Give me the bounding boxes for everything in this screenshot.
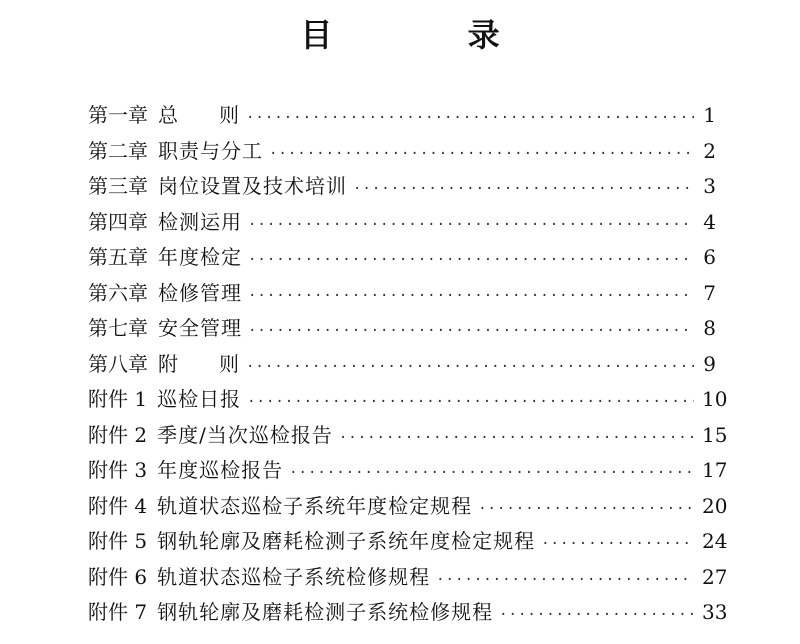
toc-entry[interactable] [88, 98, 716, 134]
toc-entry-page: 6 [703, 245, 716, 269]
toc-entry-title: 季度/当次巡检报告 [157, 422, 333, 447]
toc-leader-dots [248, 279, 694, 315]
toc-entry[interactable] [88, 134, 716, 170]
toc-entry-page: 3 [703, 174, 716, 198]
toc-leader-dots [246, 101, 694, 137]
toc-entry-page: 33 [702, 600, 728, 624]
toc-entry-label: 第八章 [88, 351, 148, 376]
toc-entry[interactable] [88, 382, 728, 418]
toc-entry-title: 轨道状态巡检子系统检修规程 [157, 564, 431, 589]
table-of-contents [88, 98, 728, 631]
toc-entry-label: 第三章 [88, 174, 148, 198]
toc-entry-label: 附件 4 [88, 493, 148, 518]
toc-entry-title: 轨道状态巡检子系统年度检定规程 [157, 493, 473, 518]
toc-entry[interactable] [88, 240, 716, 276]
toc-leader-dots [248, 208, 694, 244]
toc-entry-title: 钢轨轮廓及磨耗检测子系统检修规程 [157, 600, 494, 624]
toc-entry[interactable] [88, 347, 716, 383]
toc-entry-title: 钢轨轮廓及磨耗检测子系统年度检定规程 [157, 529, 536, 553]
toc-entry-page: 9 [703, 351, 716, 376]
toc-entry-title: 职责与分工 [158, 138, 263, 163]
toc-entry[interactable] [88, 453, 728, 489]
toc-entry[interactable] [88, 311, 716, 347]
toc-entry-page: 7 [703, 280, 716, 305]
toc-entry[interactable] [88, 276, 716, 312]
toc-leader-dots [478, 492, 694, 528]
toc-entry-label: 第五章 [88, 245, 148, 269]
toc-entry-title: 岗位设置及技术培训 [158, 174, 347, 198]
toc-leader-dots [269, 137, 694, 173]
toc-entry-title: 总 则 [158, 103, 240, 127]
page-title: 目 录 [300, 16, 562, 54]
toc-entry[interactable] [88, 560, 728, 596]
toc-entry[interactable] [88, 524, 728, 560]
toc-entry-label: 附件 2 [88, 422, 148, 447]
toc-entry-title: 检测运用 [158, 209, 242, 234]
toc-leader-dots [247, 385, 694, 421]
toc-entry[interactable] [88, 418, 728, 454]
toc-entry-title: 检修管理 [158, 280, 242, 305]
toc-entry-title: 安全管理 [158, 316, 242, 340]
toc-entry-page: 8 [703, 316, 716, 340]
toc-leader-dots [248, 243, 694, 279]
toc-entry-title: 年度巡检报告 [157, 458, 284, 482]
toc-leader-dots [541, 527, 694, 563]
toc-entry-title: 巡检日报 [157, 387, 242, 411]
toc-entry-label: 附件 7 [88, 600, 148, 624]
toc-entry-label: 附件 5 [88, 529, 148, 553]
toc-entry-label: 附件 1 [88, 387, 148, 411]
toc-entry-page: 10 [702, 387, 728, 411]
toc-leader-dots [246, 350, 694, 386]
toc-entry[interactable] [88, 489, 728, 525]
toc-leader-dots [289, 456, 694, 492]
toc-entry[interactable] [88, 595, 728, 631]
toc-entry[interactable] [88, 169, 716, 205]
toc-entry-label: 第六章 [88, 280, 148, 305]
toc-leader-dots [499, 598, 694, 634]
toc-entry-label: 附件 3 [88, 458, 148, 482]
toc-entry-page: 4 [703, 209, 716, 234]
toc-leader-dots [339, 421, 694, 457]
toc-entry[interactable] [88, 205, 716, 241]
toc-entry-title: 附 则 [158, 351, 240, 376]
toc-entry-label: 附件 6 [88, 564, 148, 589]
toc-entry-title: 年度检定 [158, 245, 242, 269]
toc-entry-page: 27 [702, 564, 728, 589]
toc-entry-page: 15 [702, 422, 728, 447]
toc-leader-dots [353, 172, 694, 208]
toc-entry-label: 第七章 [88, 316, 148, 340]
toc-entry-page: 2 [703, 138, 716, 163]
toc-leader-dots [248, 314, 694, 350]
toc-entry-page: 20 [702, 493, 728, 518]
toc-entry-page: 17 [702, 458, 728, 482]
toc-entry-page: 1 [703, 103, 716, 127]
toc-entry-label: 第二章 [88, 138, 148, 163]
toc-entry-page: 24 [702, 529, 728, 553]
toc-entry-label: 第一章 [88, 103, 148, 127]
toc-entry-label: 第四章 [88, 209, 148, 234]
toc-leader-dots [436, 563, 694, 599]
